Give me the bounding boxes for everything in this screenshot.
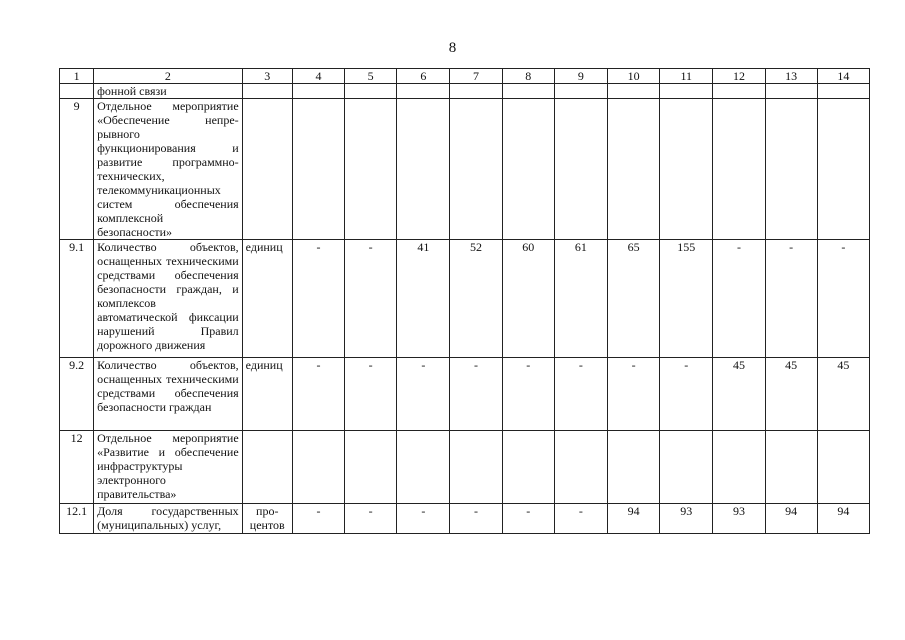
unit-cell (242, 84, 292, 99)
value-cell: - (713, 240, 765, 358)
description-cell: фонной связи (94, 84, 243, 99)
value-cell (607, 84, 659, 99)
value-cell (817, 84, 869, 99)
unit-cell (242, 99, 292, 240)
header-cell: 11 (660, 69, 713, 84)
header-row (60, 69, 870, 84)
value-cell (554, 84, 607, 99)
value-cell: - (502, 504, 554, 534)
header-cell: 13 (765, 69, 817, 84)
value-cell (713, 99, 765, 240)
value-cell (817, 99, 869, 240)
value-cell (450, 84, 502, 99)
value-cell: 65 (607, 240, 659, 358)
row-number-cell: 9.2 (60, 358, 94, 431)
header-cell: 7 (450, 69, 502, 84)
description-cell: Отдельное мероприятие «Развитие и обеспечение инфраструктуры электронного правительства» (94, 431, 243, 504)
value-cell: - (292, 358, 344, 431)
value-cell: - (607, 358, 659, 431)
header-cell: 10 (607, 69, 659, 84)
unit-cell: про-центов (242, 504, 292, 534)
value-cell: 45 (765, 358, 817, 431)
row-number-cell: 12.1 (60, 504, 94, 534)
row-number-cell (60, 84, 94, 99)
value-cell (554, 99, 607, 240)
value-cell: 52 (450, 240, 502, 358)
value-cell: 94 (817, 504, 869, 534)
value-cell (292, 99, 344, 240)
value-cell (450, 431, 502, 504)
row-number-cell: 9.1 (60, 240, 94, 358)
value-cell (713, 431, 765, 504)
value-cell: 93 (713, 504, 765, 534)
value-cell: 61 (554, 240, 607, 358)
value-cell: - (345, 504, 397, 534)
unit-cell: единиц (242, 358, 292, 431)
header-cell: 12 (713, 69, 765, 84)
description-cell: Количество объектов, оснащенных техническими средствами обеспечения безопасности граждан, и комплексов автоматической фиксации нарушений Правил дорожного движения (94, 240, 243, 358)
header-cell: 1 (60, 69, 94, 84)
table-row (60, 431, 870, 504)
header-cell: 3 (242, 69, 292, 84)
row-number-cell: 9 (60, 99, 94, 240)
page-number: 8 (448, 40, 457, 56)
value-cell: - (817, 240, 869, 358)
value-cell (607, 431, 659, 504)
value-cell (607, 99, 659, 240)
unit-cell (242, 431, 292, 504)
value-cell (765, 99, 817, 240)
value-cell: 41 (397, 240, 450, 358)
value-cell (554, 431, 607, 504)
value-cell (292, 431, 344, 504)
value-cell (450, 99, 502, 240)
value-cell (660, 84, 713, 99)
value-cell (660, 431, 713, 504)
description-cell: Отдельное мероприятие «Обеспечение непре-рывного функционирования и развитие программно-технических, телекоммуникационных систем обеспечения комплексной безопасности» (94, 99, 243, 240)
header-cell: 9 (554, 69, 607, 84)
description-cell: Доля государственных (муниципальных) услуг, (94, 504, 243, 534)
value-cell: - (660, 358, 713, 431)
value-cell: 45 (713, 358, 765, 431)
table-row (60, 358, 870, 431)
description-cell: Количество объектов, оснащенных техническими средствами обеспечения безопасности граждан (94, 358, 243, 431)
value-cell (765, 84, 817, 99)
value-cell: - (765, 240, 817, 358)
value-cell: - (554, 358, 607, 431)
value-cell (660, 99, 713, 240)
value-cell: - (450, 358, 502, 431)
value-cell: 94 (607, 504, 659, 534)
indicators-table (59, 68, 870, 534)
table-row (60, 99, 870, 240)
value-cell: - (554, 504, 607, 534)
header-cell: 4 (292, 69, 344, 84)
header-cell: 2 (94, 69, 243, 84)
value-cell (502, 99, 554, 240)
row-number-cell: 12 (60, 431, 94, 504)
value-cell (765, 431, 817, 504)
value-cell (292, 84, 344, 99)
value-cell: - (397, 504, 450, 534)
table-row (60, 84, 870, 99)
value-cell: 60 (502, 240, 554, 358)
value-cell (502, 431, 554, 504)
value-cell (502, 84, 554, 99)
value-cell (397, 99, 450, 240)
value-cell: 45 (817, 358, 869, 431)
value-cell (345, 431, 397, 504)
value-cell (817, 431, 869, 504)
header-cell: 8 (502, 69, 554, 84)
value-cell (397, 84, 450, 99)
value-cell (397, 431, 450, 504)
value-cell: - (292, 504, 344, 534)
table-row (60, 504, 870, 534)
value-cell: - (502, 358, 554, 431)
value-cell: - (345, 240, 397, 358)
value-cell: - (345, 358, 397, 431)
value-cell: - (450, 504, 502, 534)
unit-cell: единиц (242, 240, 292, 358)
header-cell: 6 (397, 69, 450, 84)
value-cell: 93 (660, 504, 713, 534)
value-cell: - (292, 240, 344, 358)
header-cell: 5 (345, 69, 397, 84)
value-cell (345, 99, 397, 240)
value-cell: 94 (765, 504, 817, 534)
value-cell: 155 (660, 240, 713, 358)
header-cell: 14 (817, 69, 869, 84)
value-cell: - (397, 358, 450, 431)
table-row (60, 240, 870, 358)
value-cell (713, 84, 765, 99)
value-cell (345, 84, 397, 99)
